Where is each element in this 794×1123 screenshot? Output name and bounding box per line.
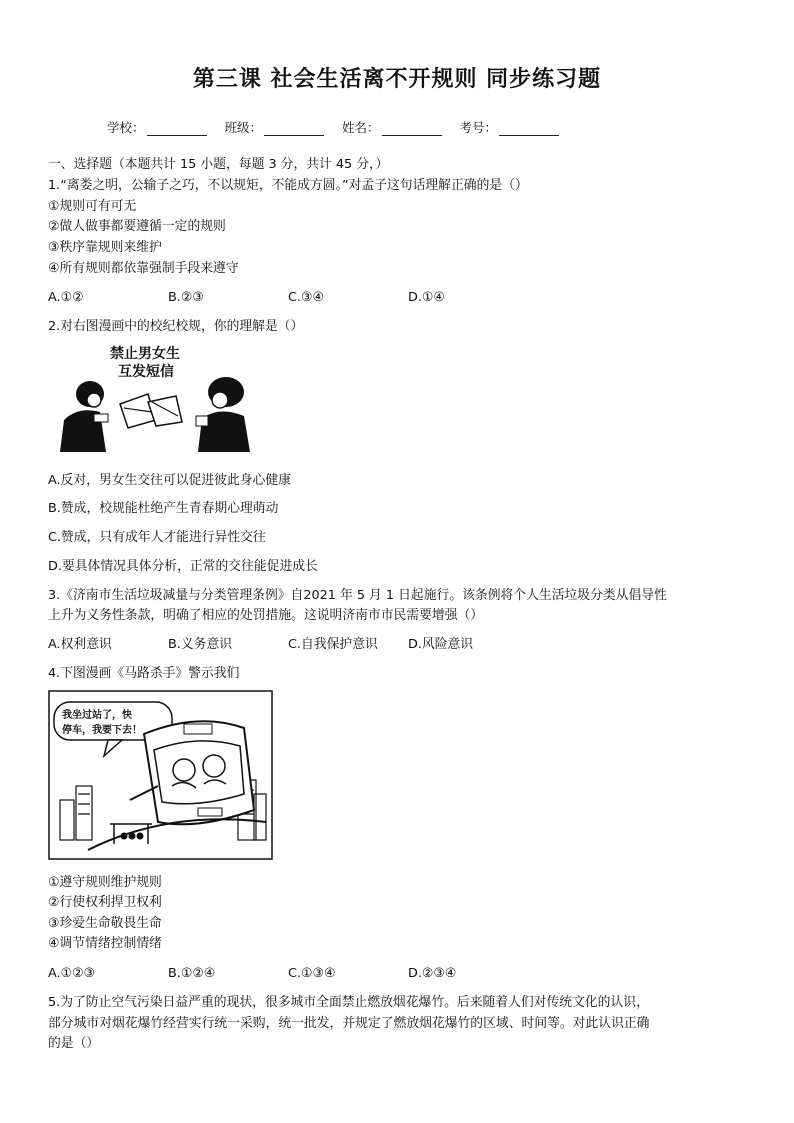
q4-item-2: ②行使权利捍卫权利 xyxy=(48,895,162,910)
q1-option-c[interactable]: C.③④ xyxy=(288,290,324,305)
message-paper-icon xyxy=(120,394,182,428)
q2-option-a[interactable]: A.反对，男女生交往可以促进彼此身心健康 xyxy=(48,473,291,488)
class-field[interactable] xyxy=(225,118,325,136)
q2-option-b[interactable]: B.赞成，校规能杜绝产生青春期心理萌动 xyxy=(48,501,279,516)
q4-item-4: ④调节情绪控制情绪 xyxy=(48,936,162,951)
q1-item-1: ①规则可有可无 xyxy=(48,199,137,214)
q3-stem-line-1: 3.《济南市生活垃圾减量与分类管理条例》自2021 年 5 月 1 日起施行。该条例将个人生活垃圾分类从倡导性 xyxy=(48,588,667,603)
name-blank[interactable] xyxy=(382,123,442,136)
q1-item-3: ③秩序靠规则来维护 xyxy=(48,240,162,255)
q3-option-c[interactable]: C.自我保护意识 xyxy=(288,637,378,652)
q4-stem: 4.下图漫画《马路杀手》警示我们 xyxy=(48,666,240,681)
exam-number-blank[interactable] xyxy=(499,123,559,136)
q3-option-b[interactable]: B.义务意识 xyxy=(168,637,233,652)
q5-stem-line-3: 的是（） xyxy=(48,1036,100,1051)
q4-bubble-line-2: 停车，我要下去！ xyxy=(62,725,142,736)
school-label: 学校： xyxy=(107,120,145,135)
class-label: 班级： xyxy=(224,120,263,135)
q4-item-1: ①遵守规则维护规则 xyxy=(48,875,162,890)
boy-figure xyxy=(60,381,108,452)
name-label: 姓名： xyxy=(342,120,380,135)
q1-item-4: ④所有规则都依靠强制手段来遵守 xyxy=(48,261,239,276)
q4-cartoon-image xyxy=(48,690,273,860)
school-field[interactable] xyxy=(107,118,207,136)
class-blank[interactable] xyxy=(264,123,324,136)
q2-cartoon-caption-1: 禁止男女生 xyxy=(110,346,180,362)
q1-option-b[interactable]: B.②③ xyxy=(168,290,204,305)
q4-item-3: ③珍爱生命敬畏生命 xyxy=(48,916,162,931)
q2-cartoon-caption-2: 互发短信 xyxy=(118,364,174,380)
q1-option-a[interactable]: A.①② xyxy=(48,290,84,305)
q4-option-d[interactable]: D.②③④ xyxy=(408,966,457,981)
girl-figure xyxy=(196,377,250,452)
q2-option-c[interactable]: C.赞成，只有成年人才能进行异性交往 xyxy=(48,530,266,545)
q2-option-d[interactable]: D.要具体情况具体分析，正常的交往能促进成长 xyxy=(48,559,318,574)
q5-stem-line-1: 5.为了防止空气污染日益严重的现状，很多城市全面禁止燃放烟花爆竹。后来随着人们对传统文化的认识， xyxy=(48,995,649,1010)
q5-stem-line-2: 部分城市对烟花爆竹经营实行统一采购，统一批发，并规定了燃放烟花爆竹的区域、时间等。对此认识正确 xyxy=(48,1016,650,1031)
q1-item-2: ②做人做事都要遵循一定的规则 xyxy=(48,219,226,234)
q3-option-d[interactable]: D.风险意识 xyxy=(408,637,474,652)
page-title: 第三课 社会生活离不开规则 同步练习题 xyxy=(192,66,602,92)
section-heading: 一、选择题（本题共计 15 小题，每题 3 分，共计 45 分，） xyxy=(48,157,389,172)
q1-stem: 1.“离娄之明，公输子之巧，不以规矩，不能成方圆。”对孟子这句话理解正确的是（） xyxy=(48,178,528,193)
school-blank[interactable] xyxy=(147,123,207,136)
header-fields xyxy=(107,118,573,136)
q4-bubble-line-1: 我坐过站了，快 xyxy=(62,710,132,721)
q2-stem: 2.对右图漫画中的校纪校规，你的理解是（） xyxy=(48,319,304,334)
exam-number-label: 考号： xyxy=(459,120,498,135)
q3-option-a[interactable]: A.权利意识 xyxy=(48,637,112,652)
exam-number-field[interactable] xyxy=(460,118,560,136)
q2-cartoon-image xyxy=(48,342,258,457)
q4-option-a[interactable]: A.①②③ xyxy=(48,966,96,981)
q3-stem-line-2: 上升为义务性条款，明确了相应的处罚措施。这说明济南市市民需要增强（） xyxy=(48,608,484,623)
name-field[interactable] xyxy=(342,118,442,136)
q4-option-c[interactable]: C.①③④ xyxy=(288,966,336,981)
q4-option-b[interactable]: B.①②④ xyxy=(168,966,216,981)
q1-option-d[interactable]: D.①④ xyxy=(408,290,445,305)
